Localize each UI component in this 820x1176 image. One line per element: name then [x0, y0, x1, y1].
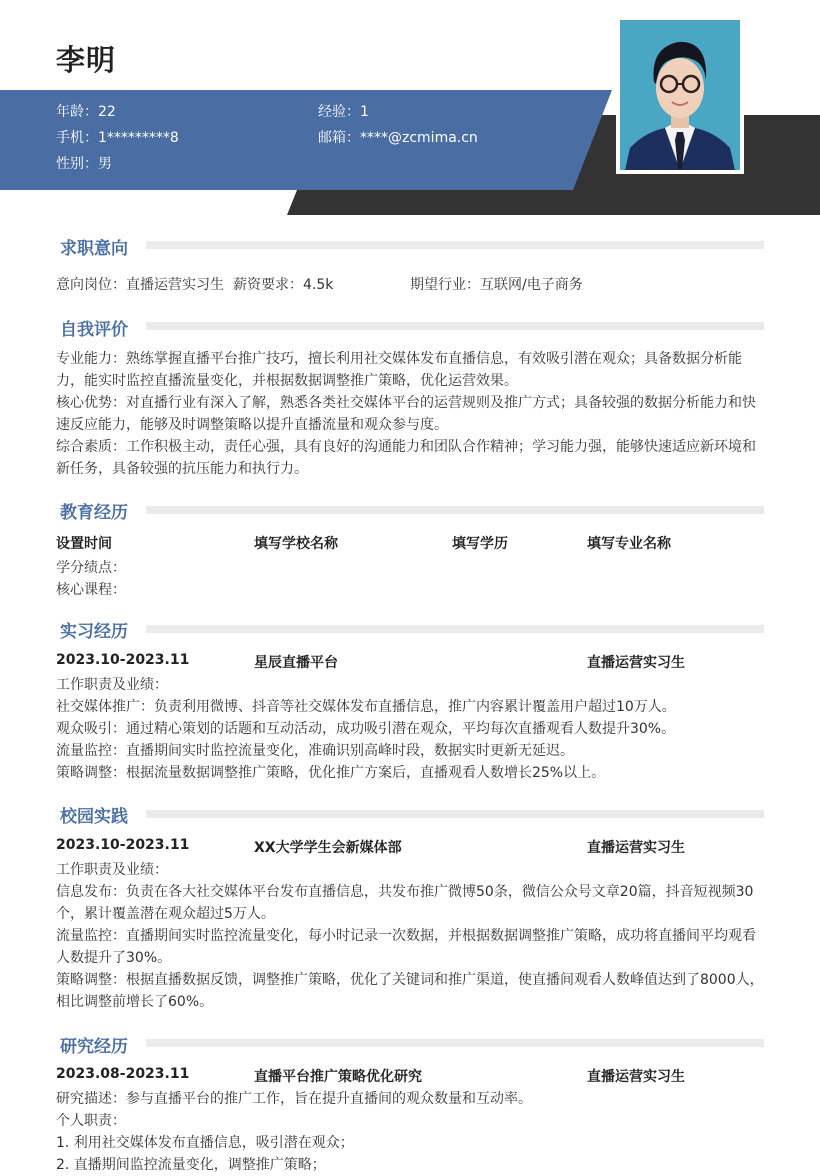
- info-gender: 性别：男: [56, 156, 112, 172]
- intent-salary: 薪资要求：4.5k: [233, 277, 334, 293]
- research-details: [56, 1088, 766, 1176]
- section-divider: [146, 810, 764, 818]
- intent-industry: 期望行业：互联网/电子商务: [410, 277, 583, 293]
- profile-photo: [620, 20, 740, 170]
- info-email: 邮箱：****@zcmima.cn: [318, 130, 478, 146]
- self-eval-paragraph: 综合素质：工作积极主动，责任心强，具有良好的沟通能力和团队合作精神；学习能力强，能够快速适应新环境和新任务，具备较强的抗压能力和执行力。: [56, 439, 756, 477]
- education-major: 填写专业名称: [587, 536, 671, 552]
- profile-photo-frame: [616, 16, 744, 174]
- internship-role: 直播运营实习生: [587, 655, 685, 671]
- research-line: 个人职责：: [56, 1113, 126, 1129]
- research-time: 2023.08-2023.11: [56, 1066, 190, 1082]
- internship-line: 策略调整：根据流量数据调整推广策略，优化推广方案后，直播观看人数增长25%以上。: [56, 765, 606, 781]
- research-line: 1. 利用社交媒体发布直播信息，吸引潜在观众；: [56, 1135, 354, 1151]
- section-divider: [146, 625, 764, 633]
- section-divider: [146, 506, 764, 514]
- info-age: 年龄：22: [56, 104, 116, 120]
- section-title-research: 研究经历: [60, 1037, 128, 1057]
- internship-org: 星辰直播平台: [254, 655, 338, 671]
- campus-line: 信息发布：负责在各大社交媒体平台发布直播信息，共发布推广微博50条，微信公众号文章20篇，抖音短视频30个，累计覆盖潜在观众超过5万人。: [56, 884, 754, 922]
- section-divider: [146, 1039, 764, 1047]
- section-title-intent: 求职意向: [60, 239, 128, 259]
- self-eval-text: [56, 348, 766, 480]
- candidate-name: 李明: [56, 43, 117, 77]
- section-title-internship: 实习经历: [60, 622, 128, 642]
- campus-org: XX大学学生会新媒体部: [254, 840, 402, 856]
- section-title-education: 教育经历: [60, 503, 128, 523]
- campus-details: [56, 859, 766, 1013]
- research-line: 2. 直播期间监控流量变化，调整推广策略；: [56, 1157, 326, 1173]
- internship-line: 流量监控：直播期间实时监控流量变化，准确识别高峰时段，数据实时更新无延迟。: [56, 743, 574, 759]
- self-eval-paragraph: 核心优势：对直播行业有深入了解，熟悉各类社交媒体平台的运营规则及推广方式；具备较强的数据分析能力和快速反应能力，能够及时调整策略以提升直播流量和观众参与度。: [56, 395, 756, 433]
- person-portrait-icon: [620, 20, 740, 170]
- info-phone: 手机：1*********8: [56, 130, 179, 146]
- internship-line: 观众吸引：通过精心策划的话题和互动活动，成功吸引潜在观众，平均每次直播观看人数提升30%。: [56, 721, 676, 737]
- section-divider: [146, 241, 764, 249]
- section-title-self-eval: 自我评价: [60, 320, 128, 340]
- info-experience: 经验：1: [318, 104, 369, 120]
- section-title-campus: 校园实践: [60, 807, 128, 827]
- education-degree: 填写学历: [452, 536, 508, 552]
- research-role: 直播运营实习生: [587, 1069, 685, 1085]
- education-courses: 核心课程：: [56, 582, 126, 598]
- internship-line: 工作职责及业绩：: [56, 677, 168, 693]
- campus-line: 策略调整：根据直播数据反馈，调整推广策略，优化了关键词和推广渠道，使直播间观看人数峰值达到了8000人，相比调整前增长了60%。: [56, 972, 764, 1010]
- research-topic: 直播平台推广策略优化研究: [254, 1069, 422, 1085]
- section-divider: [146, 322, 764, 330]
- internship-details: [56, 674, 766, 784]
- campus-role: 直播运营实习生: [587, 840, 685, 856]
- research-line: 研究描述：参与直播平台的推广工作，旨在提升直播间的观众数量和互动率。: [56, 1091, 532, 1107]
- campus-line: 流量监控：直播期间实时监控流量变化，每小时记录一次数据，并根据数据调整推广策略，成功将直播间平均观看人数提升了30%。: [56, 928, 756, 966]
- campus-line: 工作职责及业绩：: [56, 862, 168, 878]
- education-school: 填写学校名称: [254, 536, 338, 552]
- intent-position: 意向岗位：直播运营实习生: [56, 277, 224, 293]
- internship-line: 社交媒体推广：负责利用微博、抖音等社交媒体发布直播信息，推广内容累计覆盖用户超过10万人。: [56, 699, 676, 715]
- education-time: 设置时间: [56, 536, 112, 552]
- internship-time: 2023.10-2023.11: [56, 652, 190, 668]
- education-gpa: 学分绩点：: [56, 560, 126, 576]
- self-eval-paragraph: 专业能力：熟练掌握直播平台推广技巧，擅长利用社交媒体发布直播信息，有效吸引潜在观众；具备数据分析能力，能实时监控直播流量变化，并根据数据调整推广策略，优化运营效果。: [56, 351, 742, 389]
- campus-time: 2023.10-2023.11: [56, 837, 190, 853]
